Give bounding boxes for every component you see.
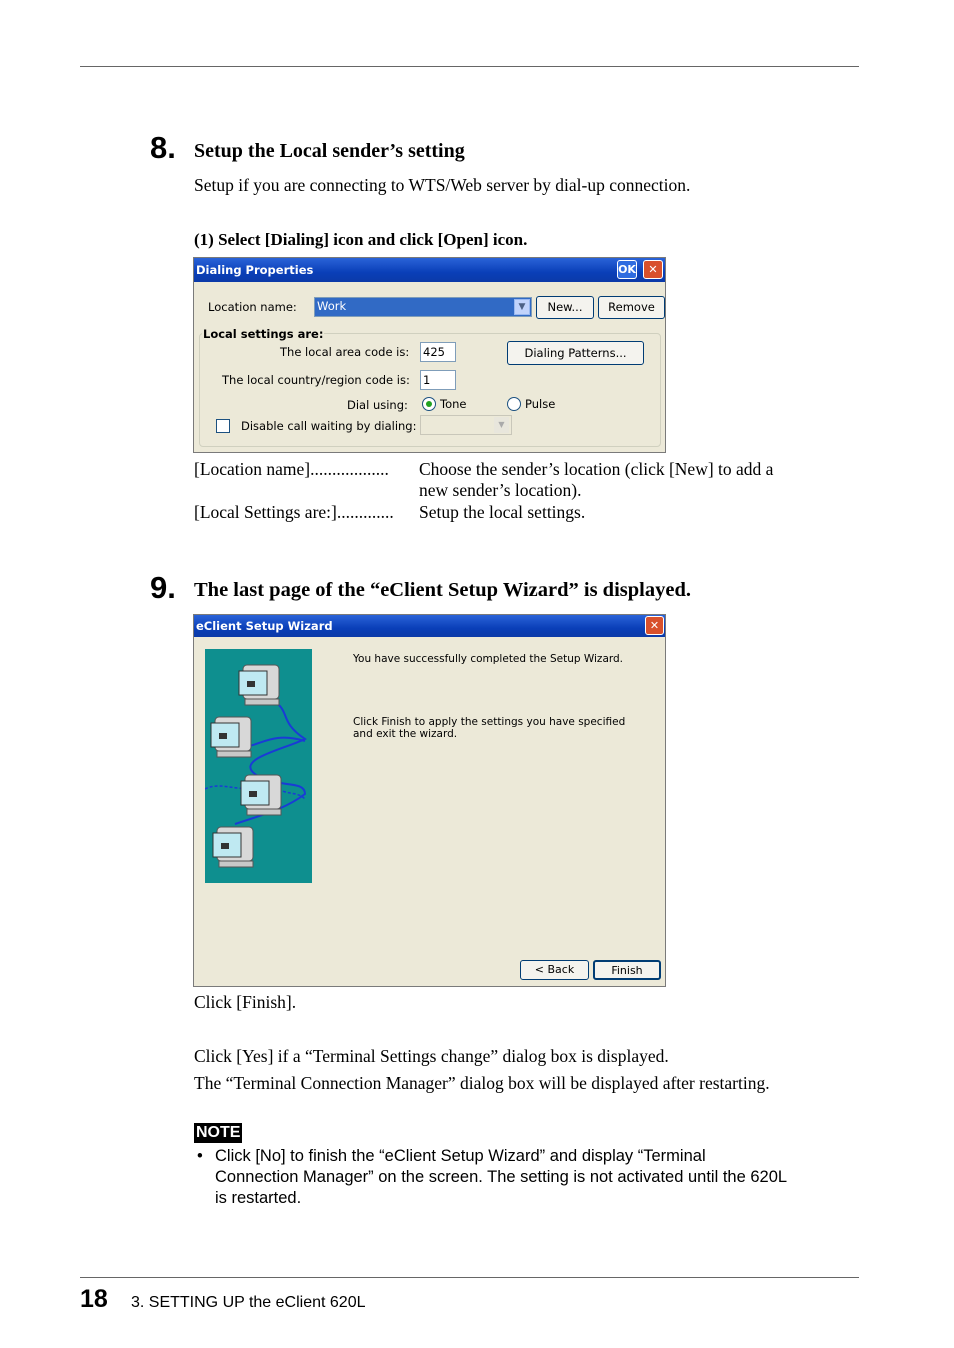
step-number: 8. <box>150 130 176 165</box>
top-rule <box>80 66 859 67</box>
computer-icon <box>241 775 281 815</box>
note-badge: NOTE <box>196 1124 241 1141</box>
location-name-label: Location name: <box>208 300 297 314</box>
definition-text: new sender’s location). <box>419 480 582 500</box>
title-bar <box>194 258 665 282</box>
definition-term: [Local Settings are:]............. <box>194 502 394 522</box>
step-description: Setup if you are connecting to WTS/Web server by dial-up connection. <box>194 175 691 195</box>
computer-icon <box>213 827 253 867</box>
dial-using-label: Dial using: <box>347 398 408 412</box>
country-code-label: The local country/region code is: <box>222 373 410 387</box>
wizard-illustration <box>205 649 312 883</box>
instruction-text: Click [Yes] if a “Terminal Settings change” dialog box is displayed. <box>194 1046 669 1066</box>
location-name-select[interactable] <box>314 297 532 317</box>
wizard-message: Click Finish to apply the settings you have specified <box>353 716 626 728</box>
step-title: The last page of the “eClient Setup Wizard” is displayed. <box>194 579 691 601</box>
location-name-value: Work <box>317 299 347 313</box>
area-code-label: The local area code is: <box>280 345 410 359</box>
title-bar <box>194 615 665 637</box>
pulse-label: Pulse <box>525 397 556 411</box>
substep-instruction: (1) Select [Dialing] icon and click [Open] icon. <box>194 230 528 249</box>
country-code-input[interactable]: 1 <box>420 370 456 390</box>
dialog-title: Dialing Properties <box>196 263 314 277</box>
ok-button[interactable]: OK <box>617 260 637 279</box>
setup-wizard-dialog <box>193 614 666 987</box>
note-text: Click [No] to finish the “eClient Setup Wizard” and display “Terminal <box>215 1147 706 1165</box>
section-title: 3. SETTING UP the eClient 620L <box>131 1294 366 1311</box>
close-icon[interactable]: ✕ <box>643 260 663 279</box>
finish-button[interactable]: Finish <box>593 960 661 980</box>
chevron-down-icon: ▼ <box>494 417 509 433</box>
network-computers-icon <box>205 649 312 883</box>
definition-text: Setup the local settings. <box>419 502 586 522</box>
tone-label: Tone <box>440 397 467 411</box>
wizard-message: and exit the wizard. <box>353 728 458 740</box>
chevron-down-icon[interactable]: ▼ <box>514 299 530 315</box>
call-waiting-checkbox[interactable] <box>216 419 230 433</box>
call-waiting-label: Disable call waiting by dialing: <box>241 419 417 433</box>
step-title: Setup the Local sender’s setting <box>194 140 465 162</box>
wizard-message: You have successfully completed the Setup Wizard. <box>353 653 624 665</box>
computer-icon <box>211 717 251 757</box>
dialing-patterns-button[interactable]: Dialing Patterns... <box>507 341 644 365</box>
pulse-radio[interactable] <box>507 397 521 411</box>
close-icon[interactable]: ✕ <box>645 616 664 635</box>
area-code-input[interactable]: 425 <box>420 342 456 362</box>
call-waiting-select[interactable] <box>420 415 512 435</box>
computer-icon <box>239 665 279 705</box>
remove-button[interactable]: Remove <box>598 296 665 319</box>
bullet: • <box>197 1147 203 1165</box>
dialing-properties-dialog <box>193 257 666 453</box>
new-button[interactable]: New... <box>536 296 594 319</box>
step-number: 9. <box>150 570 176 605</box>
tone-radio[interactable] <box>422 397 436 411</box>
footer-rule <box>80 1277 859 1278</box>
local-settings-label: Local settings are: <box>203 327 324 341</box>
back-button[interactable]: < Back <box>520 960 589 980</box>
note-text: Connection Manager” on the screen. The setting is not activated until the 620L <box>215 1168 788 1186</box>
page-number: 18 <box>80 1285 108 1313</box>
note-text: is restarted. <box>215 1189 302 1207</box>
definition-text: Choose the sender’s location (click [New] to add a <box>419 459 774 479</box>
dialog-title: eClient Setup Wizard <box>196 619 333 633</box>
definition-term: [Location name].................. <box>194 459 389 479</box>
instruction-text: The “Terminal Connection Manager” dialog box will be displayed after restarting. <box>194 1073 770 1093</box>
instruction-text: Click [Finish]. <box>194 992 297 1012</box>
